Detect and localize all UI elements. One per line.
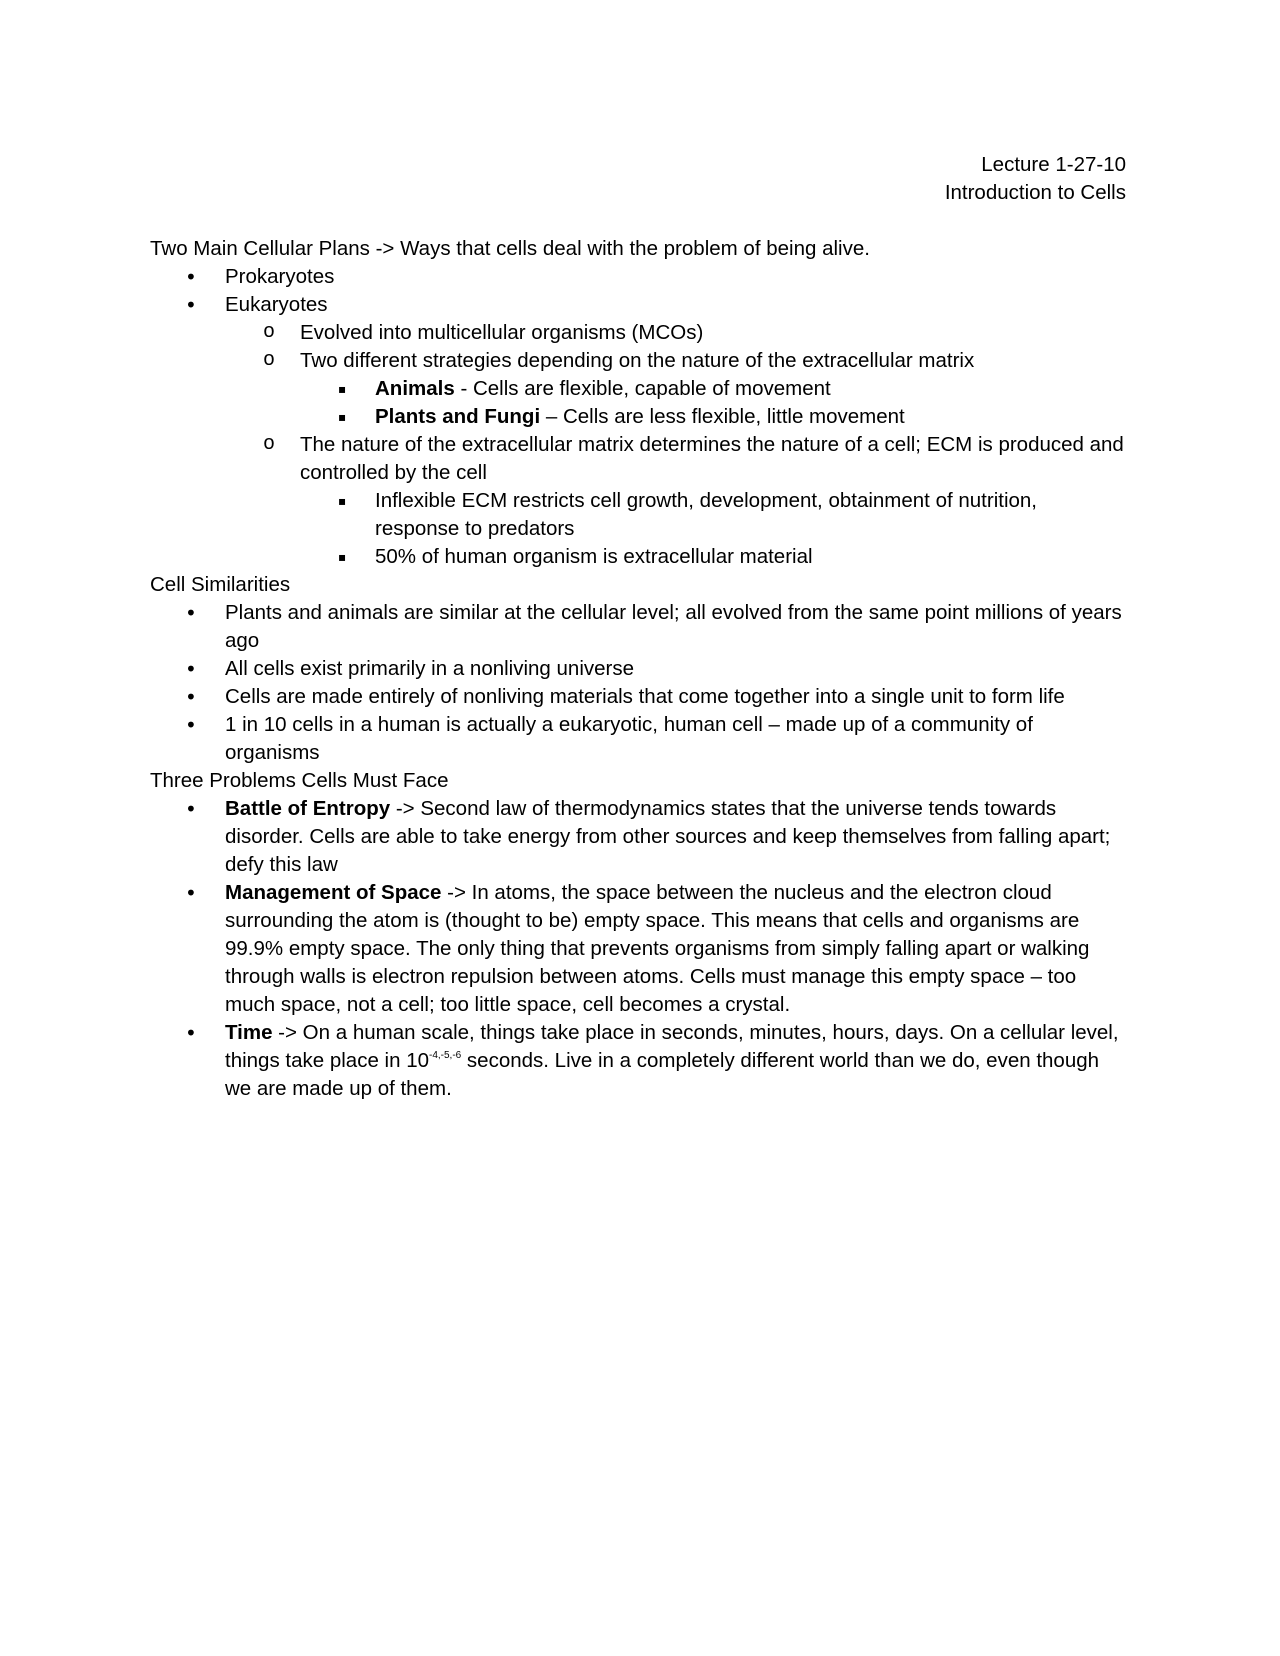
bullet-marker: • <box>185 881 197 905</box>
bullet-marker: • <box>185 601 197 625</box>
list-item <box>150 543 1125 571</box>
list-item-text: All cells exist primarily in a nonliving universe <box>225 657 635 680</box>
list-item-text: 50% of human organism is extracellular material <box>375 545 813 568</box>
list-item <box>150 347 1125 375</box>
list-item-text: The nature of the extracellular matrix determines the nature of a cell; ECM is produced and controlled by the cell <box>300 433 1124 484</box>
document-body <box>150 235 1125 1103</box>
cellular-plans-list <box>150 263 1125 571</box>
square-marker: ▪ <box>338 550 347 564</box>
circle-marker: o <box>263 321 276 344</box>
list-item-text: - Cells are flexible, capable of movement <box>454 377 831 400</box>
list-item <box>150 795 1125 879</box>
list-item-text: Inflexible ECM restricts cell growth, development, obtainment of nutrition, response to predators <box>375 489 1037 540</box>
bold-term: Battle of Entropy <box>225 797 391 820</box>
bullet-marker: • <box>185 713 197 737</box>
list-item <box>150 375 1125 403</box>
bold-term: Time <box>225 1021 273 1044</box>
circle-marker: o <box>263 433 276 456</box>
list-item-text: 1 in 10 cells in a human is actually a eukaryotic, human cell – made up of a community of organisms <box>225 713 1033 764</box>
bullet-marker: • <box>185 797 197 821</box>
square-marker: ▪ <box>338 382 347 396</box>
exponent: -4,-5,-6 <box>429 1050 462 1061</box>
bullet-marker: • <box>185 685 197 709</box>
list-item-text: Cells are made entirely of nonliving materials that come together into a single unit to form life <box>225 685 1065 708</box>
list-item-text: Plants and animals are similar at the cellular level; all evolved from the same point millions of years ago <box>225 601 1122 652</box>
bold-term: Plants and Fungi <box>375 405 541 428</box>
square-marker: ▪ <box>338 494 347 508</box>
lecture-date: Lecture 1-27-10 <box>981 153 1126 176</box>
list-item <box>150 879 1125 1019</box>
bold-term: Animals <box>375 377 455 400</box>
section-title-cellular-plans: Two Main Cellular Plans -> Ways that cells deal with the problem of being alive. <box>150 237 870 260</box>
list-item <box>150 683 1125 711</box>
list-item <box>150 403 1125 431</box>
list-item <box>150 319 1125 347</box>
list-item <box>150 431 1125 487</box>
list-item <box>150 487 1125 543</box>
list-item-text: -> Second law of thermodynamics states that the universe tends towards disorder. Cells are able to take energy from other sources and keep themselves from falling apart; defy this law <box>225 797 1111 876</box>
list-item-text: -> On a human scale, things take place in seconds, minutes, hours, days. On a cellular level, things take place in 10 <box>225 1021 1119 1072</box>
list-item-text: -> In atoms, the space between the nucleus and the electron cloud surrounding the atom is (thought to be) empty space. This means that cells and organisms are 99.9% empty space. The only thing that prevents organisms from simply falling apart or walking through walls is electron repulsion between atoms. Cells must manage this empty space – too much space, not a cell; too little space, cell becomes a crystal. <box>225 881 1090 1016</box>
list-item-text: Two different strategies depending on the nature of the extracellular matrix <box>300 349 975 372</box>
list-item <box>150 599 1125 655</box>
bullet-marker: • <box>185 657 197 681</box>
list-item <box>150 291 1125 319</box>
cell-similarities-list <box>150 599 1125 767</box>
bullet-marker: • <box>185 265 197 289</box>
list-item <box>150 1019 1125 1103</box>
section-title-three-problems: Three Problems Cells Must Face <box>150 769 449 792</box>
circle-marker: o <box>263 349 276 372</box>
lecture-topic: Introduction to Cells <box>944 181 1126 204</box>
bullet-marker: • <box>185 293 197 317</box>
list-item-text: Prokaryotes <box>225 265 335 288</box>
square-marker: ▪ <box>338 410 347 424</box>
list-item <box>150 263 1125 291</box>
section-title-cell-similarities: Cell Similarities <box>150 573 291 596</box>
document-header <box>945 151 1126 207</box>
bold-term: Management of Space <box>225 881 442 904</box>
three-problems-list <box>150 795 1125 1103</box>
list-item <box>150 655 1125 683</box>
list-item-text: Evolved into multicellular organisms (MCOs) <box>300 321 704 344</box>
list-item-text: seconds. Live in a completely different world than we do, even though we are made up of them. <box>225 1049 1100 1100</box>
bullet-marker: • <box>185 1021 197 1045</box>
list-item-text: Eukaryotes <box>225 293 328 316</box>
list-item <box>150 711 1125 767</box>
list-item-text: – Cells are less flexible, little movement <box>540 405 905 428</box>
